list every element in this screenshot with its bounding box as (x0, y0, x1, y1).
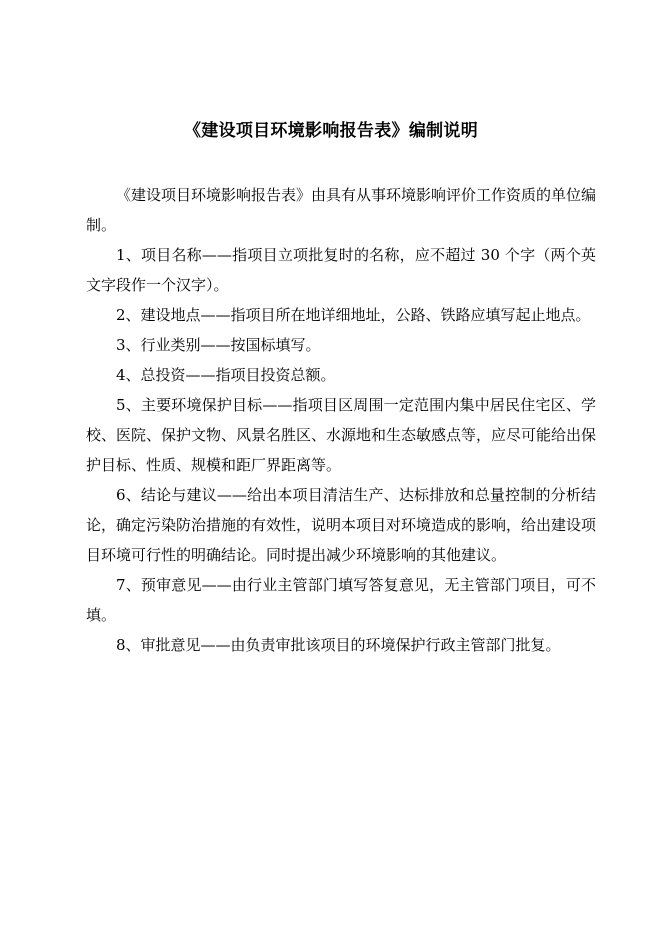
item-construction-location: 2、建设地点——指项目所在地详细地址，公路、铁路应填写起止地点。 (116, 306, 591, 324)
item-preliminary-review: 7、预审意见——由行业主管部门填写答复意见，无主管部门项目，可不填。 (86, 576, 596, 624)
item-approval-opinion: 8、审批意见——由负责审批该项目的环境保护行政主管部门批复。 (116, 636, 561, 654)
intro-paragraph: 《建设项目环境影响报告表》由具有从事环境影响评价工作资质的单位编制。 (86, 186, 597, 234)
item-protection-targets: 5、主要环境保护目标——指项目区周围一定范围内集中居民住宅区、学校、医院、保护文物、风景名胜区、水源地和生态敏感点等，应尽可能给出保护目标、性质、规模和距厂界距离等。 (86, 396, 597, 474)
item-total-investment: 4、总投资——指项目投资总额。 (116, 366, 336, 384)
item-industry-category: 3、行业类别——按国标填写。 (116, 336, 321, 354)
item-conclusions-suggestions: 6、结论与建议——给出本项目清洁生产、达标排放和总量控制的分析结论，确定污染防治措施的有效性，说明本项目对环境造成的影响，给出建设项目环境可行性的明确结论。同时提出减少环境影响的其他建议。 (86, 486, 597, 564)
document-body (86, 180, 596, 660)
document-title: 《建设项目环境影响报告表》编制说明 (183, 121, 479, 141)
item-project-name: 1、项目名称——指项目立项批复时的名称，应不超过 30 个字（两个英文字段作一个汉字）。 (86, 246, 596, 294)
